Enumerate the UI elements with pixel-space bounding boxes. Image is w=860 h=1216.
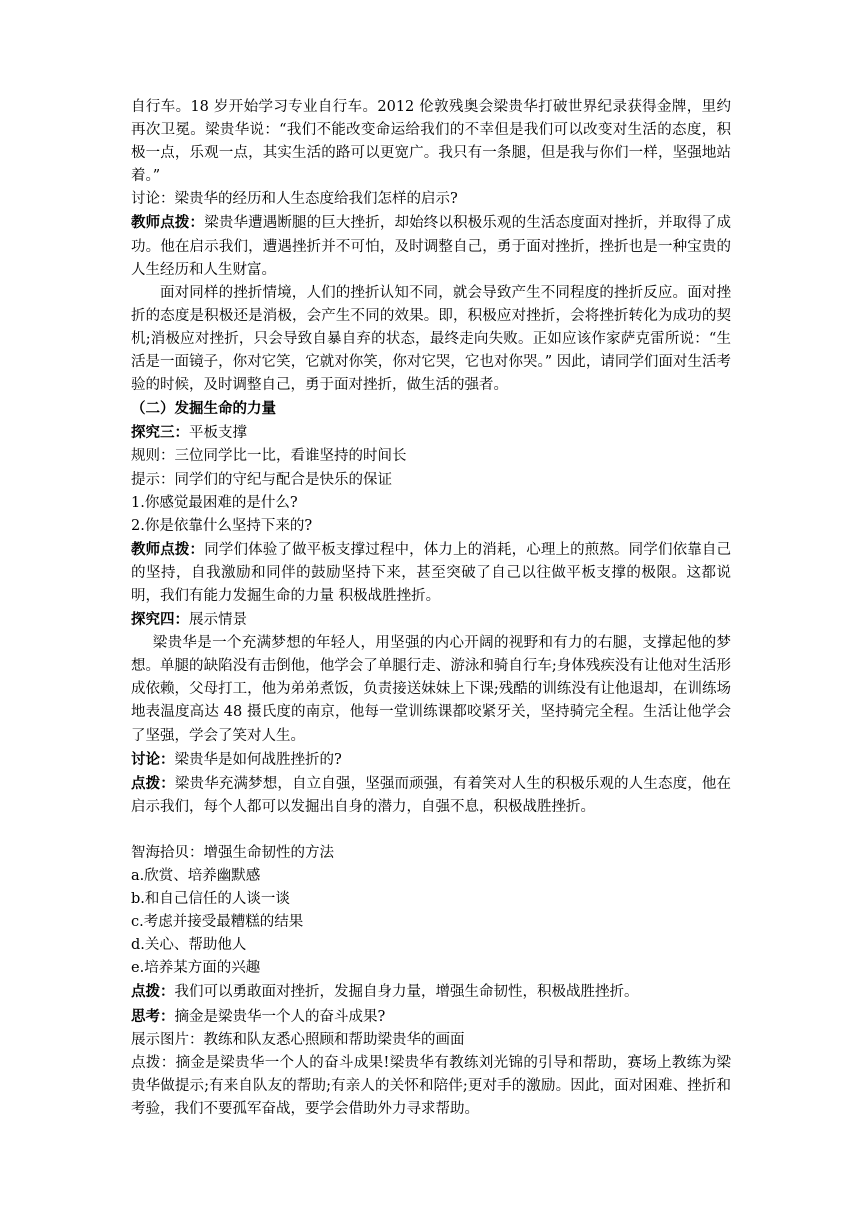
think-text: 摘金是梁贵华一个人的奋斗成果?	[174, 1008, 386, 1025]
explore-3-label: 探究三：	[131, 424, 189, 442]
discussion-question-1: 讨论：梁贵华的经历和人生态度给我们怎样的启示?	[131, 191, 458, 208]
rule-line: 规则：三位同学比一比，看谁坚持的时间长	[131, 448, 407, 465]
teacher-tip-1-text: 梁贵华遭遇断腿的巨大挫折，却始终以积极乐观的生活态度面对挫折，并取得了成功。他在启示我们，遭遇挫折并不可怕，及时调整自己，勇于面对挫折，挫折也是一种宝贵的人生经历和人生财富。	[131, 215, 731, 278]
section-2-title: （二）发掘生命的力量	[131, 400, 276, 418]
show-image-line: 展示图片：教练和队友悉心照顾和帮助梁贵华的画面	[131, 1031, 465, 1048]
explore-3	[131, 421, 731, 445]
final-tip-paragraph: 点拨：摘金是梁贵华一个人的奋斗成果!梁贵华有教练刘光锦的引导和帮助，赛场上教练为梁贵华做提示;有来自队友的帮助;有亲人的关怀和陪伴;更对手的激励。因此，面对困难、挫折和考验，我们不要孤军奋战，要学会借助外力寻求帮助。	[131, 1054, 731, 1117]
method-item: c.考虑并接受最糟糕的结果	[131, 914, 304, 931]
document-page	[131, 96, 731, 1121]
tip-3-text: 梁贵华充满梦想，自立自强，坚强而顽强，有着笑对人生的积极乐观的人生态度，他在启示我们，每个人都可以发掘出自身的潜力，自强不息，积极战胜挫折。	[131, 775, 732, 815]
teacher-tip-2-text: 同学们体验了做平板支撑过程中，体力上的消耗，心理上的煎熬。同学们依靠自己的坚持，自我激励和同伴的鼓励坚持下来，甚至突破了自己以往做平板支撑的极限。这都说明，我们有能力发掘生命的力量 积极战胜挫折。	[131, 541, 731, 604]
question-2: 2.你是依靠什么坚持下来的?	[131, 517, 313, 534]
think-question	[131, 1005, 731, 1029]
tip-4-label: 点拨：	[131, 983, 175, 1001]
tip-3-label: 点拨：	[131, 774, 175, 792]
explore-4-text: 展示情景	[189, 612, 247, 629]
explore-4-label: 探究四：	[131, 611, 189, 629]
attitude-paragraph: 面对同样的挫折情境，人们的挫折认知不同，就会导致产生不同程度的挫折反应。面对挫折的态度是积极还是消极，会产生不同的效果。即，积极应对挫折，会将挫折转化为成功的契机;消极应对挫折，只会导致自暴自弃的状态，最终走向失败。正如应该作家萨克雷所说：“生活是一面镜子，你对它笑，它就对你笑，你对它哭，它也对你哭。” 因此，请同学们面对生活考验的时候，及时调整自己，勇于面对挫折，做生活的强者。	[131, 284, 731, 394]
tip-4	[131, 980, 731, 1004]
teacher-tip-1-label: 教师点拨：	[131, 214, 205, 232]
tip-4-text: 我们可以勇敢面对挫折，发掘自身力量，增强生命韧性，积极战胜挫折。	[174, 984, 639, 1001]
explore-3-text: 平板支撑	[189, 425, 247, 442]
story-2-paragraph: 梁贵华是一个充满梦想的年轻人，用坚强的内心开阔的视野和有力的右腿，支撑起他的梦想。单腿的缺陷没有击倒他，他学会了单腿行走、游泳和骑自行车;身体残疾没有让他对生活形成依赖，父母打工，他为弟弟煮饭，负责接送妹妹上下课;残酷的训练没有让他退却，在训练场地表温度高达 48 摄氏度的南京，他每一堂训练课都咬紧牙关，坚持骑完全程。生活让他学会了坚强，学会了笑对人生。	[131, 635, 731, 744]
tip-3	[131, 772, 731, 819]
method-item: e.培养某方面的兴趣	[131, 960, 261, 977]
discussion-2	[131, 748, 731, 772]
discussion-2-label: 讨论：	[131, 750, 175, 768]
method-item: b.和自己信任的人谈一谈	[131, 891, 290, 908]
discussion-2-text: 梁贵华是如何战胜挫折的?	[174, 751, 342, 768]
teacher-tip-2-label: 教师点拨：	[131, 540, 205, 558]
intro-story-paragraph: 自行车。18 岁开始学习专业自行车。2012 伦敦残奥会梁贵华打破世界纪录获得金牌，里约再次卫冕。梁贵华说：“我们不能改变命运给我们的不幸但是我们可以改变对生活的态度，积极一点，乐观一点，其实生活的路可以更宽广。我只有一条腿，但是我与你们一样，坚强地站着。”	[131, 99, 731, 185]
blank-line	[131, 819, 731, 842]
question-1: 1.你感觉最困难的是什么?	[131, 494, 298, 511]
teacher-tip-1	[131, 211, 731, 281]
hint-line: 提示：同学们的守纪与配合是快乐的保证	[131, 471, 392, 488]
teacher-tip-2	[131, 538, 731, 608]
explore-4	[131, 608, 731, 632]
method-item: d.关心、帮助他人	[131, 937, 247, 954]
wisdom-title: 智海拾贝：增强生命韧性的方法	[131, 844, 334, 861]
think-label: 思考：	[131, 1007, 175, 1025]
method-item: a.欣赏、培养幽默感	[131, 868, 261, 884]
